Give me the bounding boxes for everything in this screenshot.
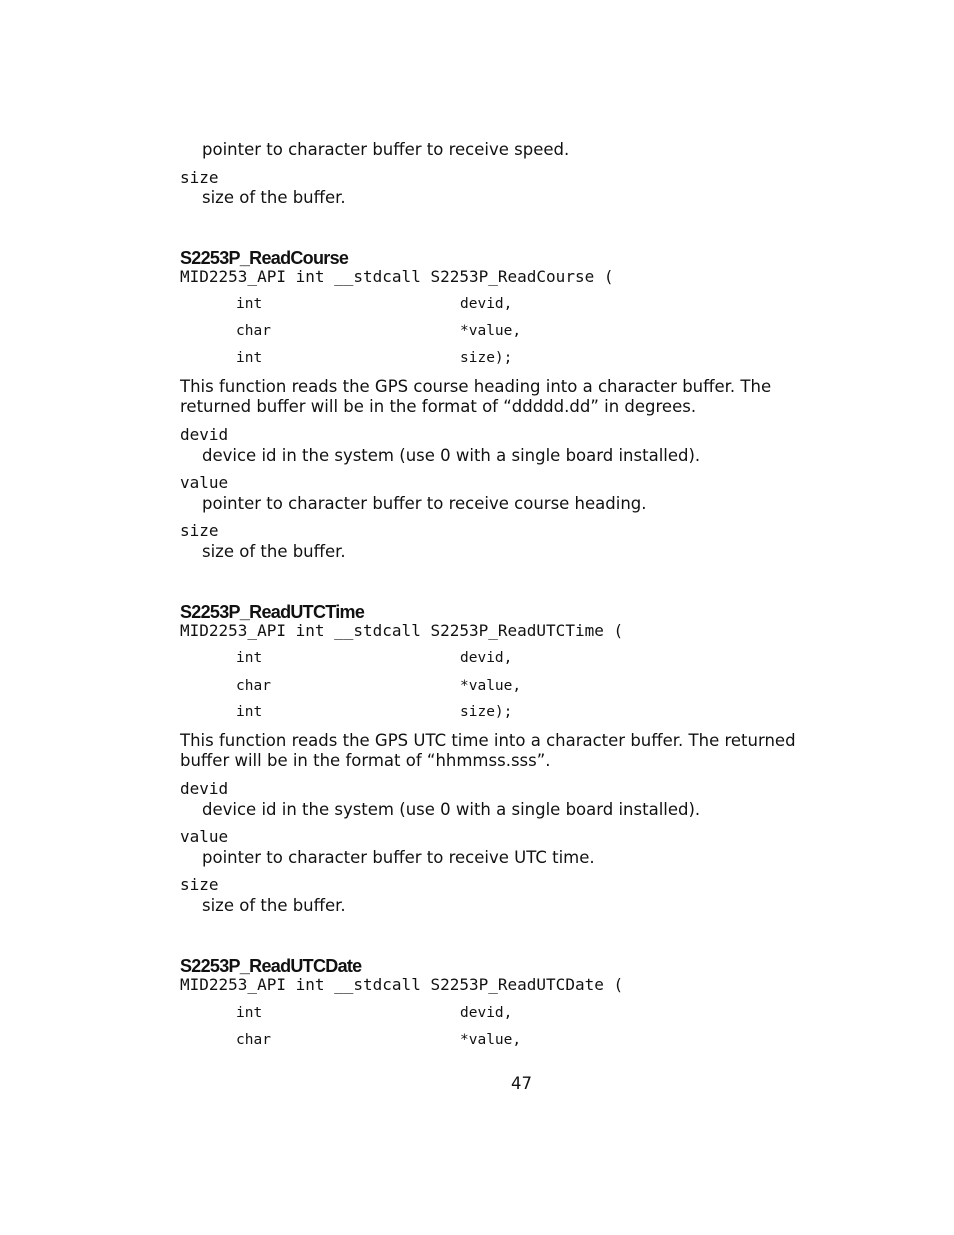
- param-name-size: size: [180, 168, 219, 187]
- function-heading-readutctime: S2253P_ReadUTCTime: [180, 602, 365, 622]
- value-description: pointer to character buffer to receive speed.: [202, 140, 570, 159]
- arg-description: pointer to character buffer to receive UTC time.: [202, 848, 595, 867]
- function-signature: MID2253_API int __stdcall S2253P_ReadUTCDate (: [180, 975, 624, 994]
- page-number: 47: [511, 1074, 532, 1093]
- param-name: size);: [460, 350, 513, 366]
- arg-name: devid: [180, 425, 229, 444]
- param-type: int: [236, 350, 263, 366]
- param-type: char: [236, 1032, 271, 1048]
- function-description: This function reads the GPS course heading into a character buffer. The returned buffer will be in the format of “ddddd.dd” in degrees.: [180, 377, 772, 416]
- param-name: *value,: [460, 678, 522, 694]
- arg-name: size: [180, 875, 219, 894]
- param-name: devid,: [460, 650, 513, 666]
- param-type: int: [236, 1005, 263, 1021]
- param-type: char: [236, 323, 271, 339]
- param-name: size);: [460, 704, 513, 720]
- function-signature: MID2253_API int __stdcall S2253P_ReadCourse (: [180, 267, 614, 286]
- arg-name: devid: [180, 779, 229, 798]
- param-type: int: [236, 296, 263, 312]
- arg-name: value: [180, 473, 229, 492]
- param-type: int: [236, 650, 263, 666]
- arg-description: pointer to character buffer to receive course heading.: [202, 494, 647, 513]
- arg-description: size of the buffer.: [202, 542, 346, 561]
- arg-description: size of the buffer.: [202, 896, 346, 915]
- param-name: *value,: [460, 1032, 522, 1048]
- param-type: char: [236, 678, 271, 694]
- param-name: devid,: [460, 1005, 513, 1021]
- arg-description: device id in the system (use 0 with a single board installed).: [202, 446, 701, 465]
- function-heading-readutcdate: S2253P_ReadUTCDate: [180, 956, 362, 976]
- function-heading-readcourse: S2253P_ReadCourse: [180, 248, 349, 268]
- function-description: This function reads the GPS UTC time into a character buffer. The returned buffer will be in the format of “hhmmss.sss”.: [180, 731, 796, 770]
- param-type: int: [236, 704, 263, 720]
- arg-description: device id in the system (use 0 with a single board installed).: [202, 800, 701, 819]
- param-name: *value,: [460, 323, 522, 339]
- function-signature: MID2253_API int __stdcall S2253P_ReadUTCTime (: [180, 621, 624, 640]
- param-name: devid,: [460, 296, 513, 312]
- arg-name: size: [180, 521, 219, 540]
- size-description: size of the buffer.: [202, 188, 346, 207]
- arg-name: value: [180, 827, 229, 846]
